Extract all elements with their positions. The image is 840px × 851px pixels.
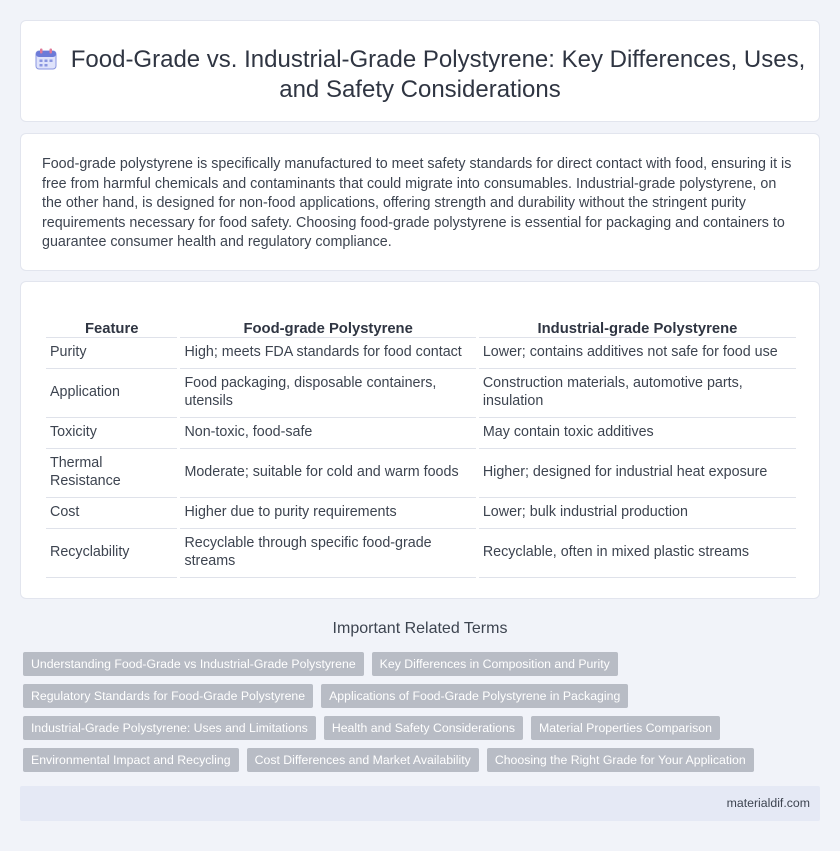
tag-row bbox=[23, 716, 823, 740]
related-term-tag[interactable]: Environmental Impact and Recycling bbox=[23, 748, 239, 772]
related-term-tag[interactable]: Understanding Food-Grade vs Industrial-Grade Polystyrene bbox=[23, 652, 364, 676]
table-row bbox=[46, 338, 796, 369]
comparison-table bbox=[43, 318, 799, 578]
related-term-tag[interactable]: Cost Differences and Market Availability bbox=[247, 748, 479, 772]
related-term-tag[interactable]: Regulatory Standards for Food-Grade Polystyrene bbox=[23, 684, 313, 708]
related-terms-list bbox=[23, 652, 823, 780]
related-term-tag[interactable]: Health and Safety Considerations bbox=[324, 716, 523, 740]
header-card bbox=[20, 20, 820, 122]
table-header-row bbox=[46, 318, 796, 338]
cell-industrial-grade: Higher; designed for industrial heat exposure bbox=[479, 449, 796, 498]
header-industrial-grade: Industrial-grade Polystyrene bbox=[479, 318, 796, 338]
cell-feature: Cost bbox=[46, 498, 177, 529]
cell-feature: Recyclability bbox=[46, 529, 177, 578]
cell-food-grade: High; meets FDA standards for food contact bbox=[180, 338, 475, 369]
related-term-tag[interactable]: Key Differences in Composition and Purity bbox=[372, 652, 618, 676]
cell-food-grade: Non-toxic, food-safe bbox=[180, 418, 475, 449]
related-term-tag[interactable]: Choosing the Right Grade for Your Application bbox=[487, 748, 754, 772]
cell-feature: Thermal Resistance bbox=[46, 449, 177, 498]
header-food-grade: Food-grade Polystyrene bbox=[180, 318, 475, 338]
table-row bbox=[46, 449, 796, 498]
table-row bbox=[46, 369, 796, 418]
cell-feature: Purity bbox=[46, 338, 177, 369]
tag-row bbox=[23, 652, 823, 676]
calendar-icon bbox=[35, 48, 57, 70]
intro-card bbox=[20, 133, 820, 271]
related-terms-title: Important Related Terms bbox=[332, 620, 508, 637]
related-term-tag[interactable]: Material Properties Comparison bbox=[531, 716, 720, 740]
header-feature: Feature bbox=[46, 318, 177, 338]
table-row bbox=[46, 529, 796, 578]
cell-food-grade: Recyclable through specific food-grade streams bbox=[180, 529, 475, 578]
cell-feature: Toxicity bbox=[46, 418, 177, 449]
cell-food-grade: Higher due to purity requirements bbox=[180, 498, 475, 529]
cell-industrial-grade: Recyclable, often in mixed plastic streams bbox=[479, 529, 796, 578]
related-term-tag[interactable]: Applications of Food-Grade Polystyrene in Packaging bbox=[321, 684, 628, 708]
cell-feature: Application bbox=[46, 369, 177, 418]
tag-row bbox=[23, 684, 823, 708]
table-row bbox=[46, 498, 796, 529]
comparison-card bbox=[20, 281, 820, 599]
cell-industrial-grade: Construction materials, automotive parts, insulation bbox=[479, 369, 796, 418]
footer-site-link[interactable]: materialdif.com bbox=[726, 796, 810, 810]
intro-paragraph: Food-grade polystyrene is specifically manufactured to meet safety standards for direct contact with food, ensuring it is free from harmful chemicals and contaminants that could migrate into consumables. Industrial-grade polystyrene, on the other hand, is designed for non-food applications, offering strength and durability without the stringent purity requirements necessary for food safety. Choosing food-grade polystyrene is essential for packaging and containers to guarantee consumer health and regulatory compliance. bbox=[42, 156, 792, 251]
title-wrap bbox=[21, 45, 819, 105]
page-title: Food-Grade vs. Industrial-Grade Polystyrene: Key Differences, Uses, and Safety Considerations bbox=[70, 46, 806, 103]
tag-row bbox=[23, 748, 823, 772]
footer bbox=[20, 786, 820, 821]
cell-industrial-grade: Lower; bulk industrial production bbox=[479, 498, 796, 529]
related-term-tag[interactable]: Industrial-Grade Polystyrene: Uses and Limitations bbox=[23, 716, 316, 740]
cell-industrial-grade: Lower; contains additives not safe for food use bbox=[479, 338, 796, 369]
cell-industrial-grade: May contain toxic additives bbox=[479, 418, 796, 449]
cell-food-grade: Moderate; suitable for cold and warm foods bbox=[180, 449, 475, 498]
table-row bbox=[46, 418, 796, 449]
cell-food-grade: Food packaging, disposable containers, utensils bbox=[180, 369, 475, 418]
